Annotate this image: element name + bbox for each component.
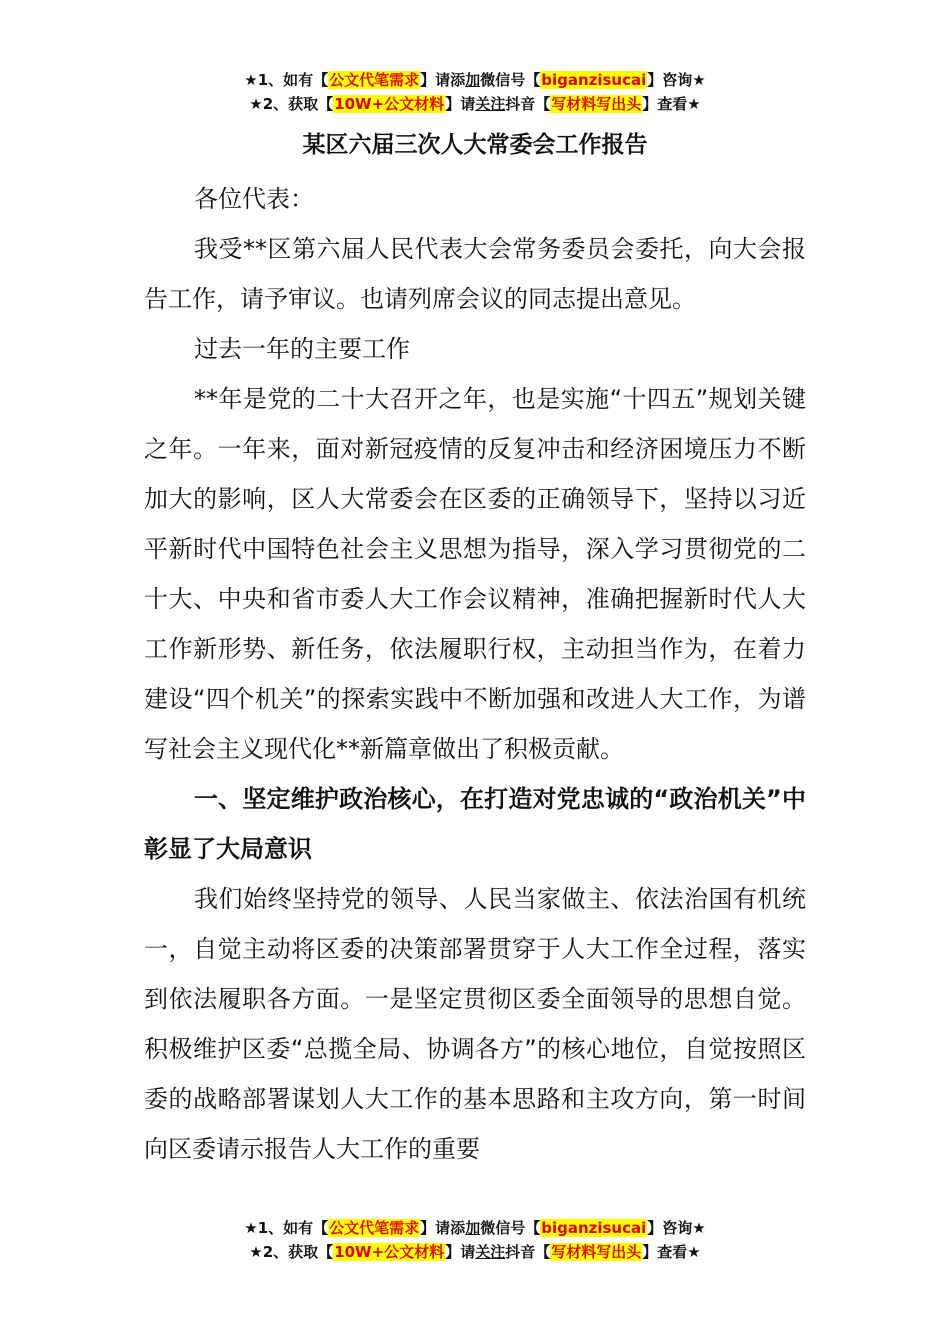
ad-text: 微信号【 [480,1219,541,1237]
paragraph-intro: 我受**区第六届人民代表大会常务委员会委托，向大会报告工作，请予审议。也请列席会议的同志提出意见。 [144,235,806,313]
ad-text: 抖音【 [505,95,551,113]
section-heading-1: 一、坚定维护政治核心，在打造对党忠诚的“政治机关”中彰显了大局意识 [144,785,806,863]
ad-text: ★2、获取【 [249,1243,334,1261]
ad-banner-top [0,68,950,116]
ad-underline: 加 [465,71,481,89]
ad-text: ★1、如有【 [244,71,329,89]
ad-highlight: 10W+公文材料 [334,95,445,113]
ad-line-2 [0,92,950,116]
ad-text: 】请添 [420,71,466,89]
ad-text: 微信号【 [480,71,541,89]
ad-underline: 加 [465,1219,481,1237]
document-title: 某区六届三次人大常委会工作报告 [302,132,648,158]
paragraph-salutation: 各位代表： [194,185,314,213]
ad-text: 】咨询★ [647,71,706,89]
ad-highlight: 10W+公文材料 [334,1243,445,1261]
paragraph-section-1: 我们始终坚持党的领导、人民当家做主、依法治国有机统一，自觉主动将区委的决策部署贯穿于人大工作全过程，落实到依法履职各方面。一是坚定贯彻区委全面领导的思想自觉。积极维护区委“总揽全局、协调各方”的核心地位，自觉按照区委的战略部署谋划人大工作的基本思路和主攻方向，第一时间向区委请示报告人大工作的重要 [144,885,806,1163]
section-heading-past-year: 过去一年的主要工作 [194,335,410,363]
document-body [144,128,806,1174]
ad-line-2 [0,1240,950,1264]
ad-text: ★2、获取【 [249,95,334,113]
ad-highlight: 写材料写出头 [551,1243,642,1261]
ad-underline: 关注 [475,95,506,113]
ad-text: 】请添 [420,1219,466,1237]
ad-text: 】查看★ [642,95,701,113]
ad-highlight: 写材料写出头 [551,95,642,113]
ad-text: 抖音【 [505,1243,551,1261]
ad-highlight: biganzisucai [541,1219,647,1237]
ad-text: 】查看★ [642,1243,701,1261]
ad-text: 】咨询★ [647,1219,706,1237]
ad-highlight: 公文代笔需求 [329,1219,420,1237]
ad-highlight: 公文代笔需求 [329,71,420,89]
ad-line-1 [0,1216,950,1240]
ad-text: ★1、如有【 [244,1219,329,1237]
ad-line-1 [0,68,950,92]
ad-text: 】请 [445,1243,476,1261]
ad-banner-bottom [0,1216,950,1264]
ad-highlight: biganzisucai [541,71,647,89]
paragraph-overview: **年是党的二十大召开之年，也是实施“十四五”规划关键之年。一年来，面对新冠疫情的反复冲击和经济困境压力不断加大的影响，区人大常委会在区委的正确领导下，坚持以习近平新时代中国特色社会主义思想为指导，深入学习贯彻党的二十大、中央和省市委人大工作会议精神，准确把握新时代人大工作新形势、新任务，依法履职行权，主动担当作为，在着力建设“四个机关”的探索实践中不断加强和改进人大工作，为谱写社会主义现代化**新篇章做出了积极贡献。 [144,385,806,763]
ad-underline: 关注 [475,1243,506,1261]
ad-text: 】请 [445,95,476,113]
